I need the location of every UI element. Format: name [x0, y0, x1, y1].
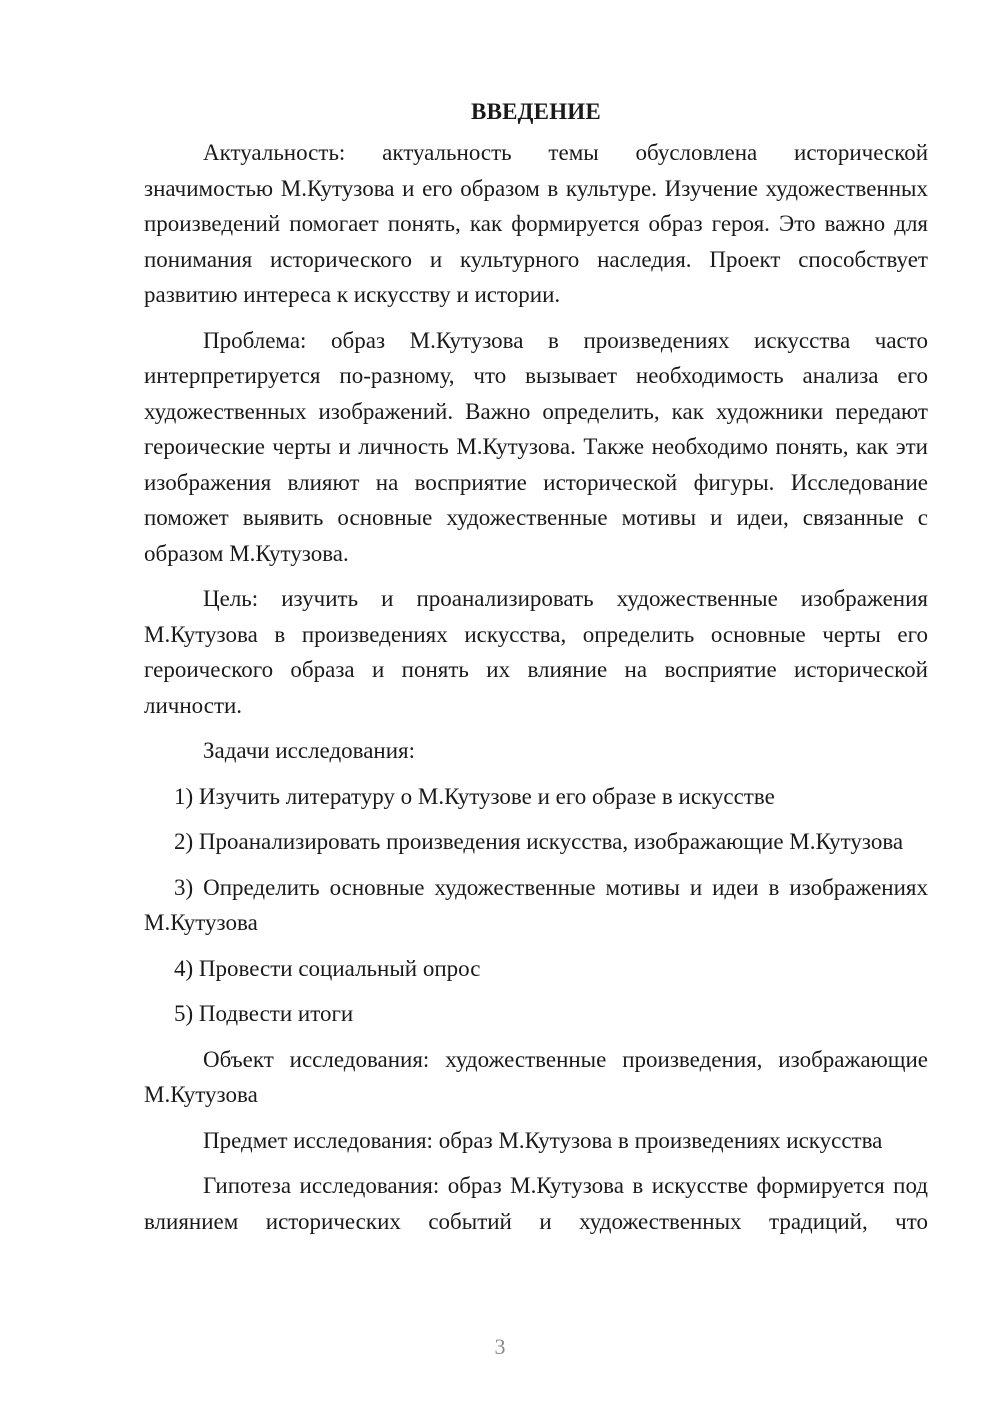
page-number: 3 [494, 1334, 506, 1359]
task-item-5: 5) Подвести итоги [174, 1001, 354, 1026]
task-item-3: 3) Определить основные художественные мотивы и идеи в изображениях М.Кутузова [144, 874, 928, 935]
document-page [144, 94, 928, 1239]
paragraph-goal: Цель: изучить и проанализировать художественные изображения М.Кутузова в произведениях искусства, определить основные черты его героического образа и понять их влияние на восприятие исторической личности. [144, 586, 928, 718]
paragraph-relevance: Актуальность: актуальность темы обусловлена исторической значимостью М.Кутузова и его образом в культуре. Изучение художественных произведений помогает понять, как формируется образ героя. Это важно для понимания исторического и культурного наследия. Проект способствует развитию интереса к искусству и истории. [144, 140, 928, 307]
paragraph-hypothesis: Гипотеза исследования: образ М.Кутузова в искусстве формируется под влиянием исторических событий и художественных традиций, что [144, 1173, 928, 1234]
paragraph-subject: Предмет исследования: образ М.Кутузова в произведениях искусства [203, 1127, 883, 1153]
page-title: ВВЕДЕНИЕ [471, 99, 601, 124]
tasks-heading: Задачи исследования: [203, 738, 416, 763]
task-item-2: 2) Проанализировать произведения искусства, изображающие М.Кутузова [174, 829, 904, 854]
task-item-4: 4) Провести социальный опрос [174, 955, 481, 981]
task-item-1: 1) Изучить литературу о М.Кутузове и его образе в искусстве [174, 783, 775, 809]
paragraph-problem: Проблема: образ М.Кутузова в произведениях искусства часто интерпретируется по-разному, что вызывает необходимость анализа его художественных изображений. Важно определить, как художники передают героические черты и личность М.Кутузова. Также необходимо понять, как эти изображения влияют на восприятие исторической фигуры. Исследование поможет выявить основные художественные мотивы и идеи, связанные с образом М.Кутузова. [144, 327, 928, 566]
paragraph-object: Объект исследования: художественные произведения, изображающие М.Кутузова [144, 1046, 928, 1107]
